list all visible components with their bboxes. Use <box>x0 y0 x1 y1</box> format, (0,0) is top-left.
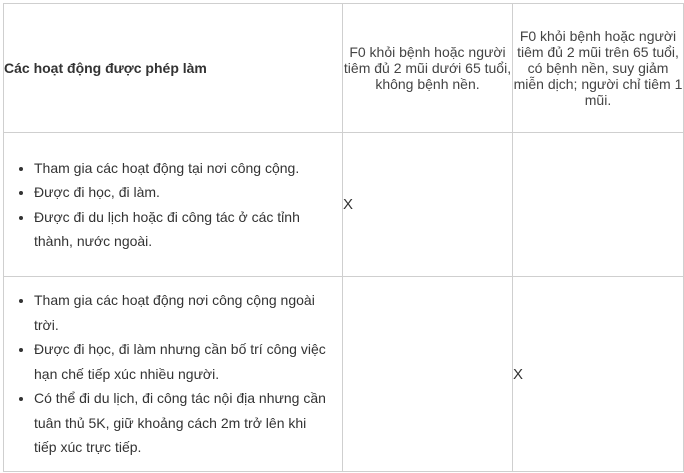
permitted-activities-table <box>3 3 684 472</box>
list-item: • Được đi du lịch hoặc đi công tác ở các tỉnh thành, nước ngoài. <box>34 205 328 254</box>
list-item: • Có thể đi du lịch, đi công tác nội địa nhưng cần tuân thủ 5K, giữ khoảng cách 2m trở lên khi tiếp xúc trực tiếp. <box>34 386 328 460</box>
group2-mark: X <box>513 277 684 472</box>
group2-mark <box>513 133 684 277</box>
activities-cell <box>4 133 343 277</box>
activities-cell <box>4 277 343 472</box>
activity-list <box>4 156 342 254</box>
list-item: • Được đi học, đi làm nhưng cần bố trí công việc hạn chế tiếp xúc nhiều người. <box>34 337 328 386</box>
header-activities: Các hoạt động được phép làm <box>4 4 343 133</box>
group1-mark <box>343 277 513 472</box>
list-item: • Tham gia các hoạt động tại nơi công cộng. <box>34 156 328 181</box>
list-item: • Được đi học, đi làm. <box>34 180 328 205</box>
header-group2: F0 khỏi bệnh hoặc người tiêm đủ 2 mũi trên 65 tuổi, có bệnh nền, suy giảm miễn dịch; người chỉ tiêm 1 mũi. <box>513 4 684 133</box>
header-group1: F0 khỏi bệnh hoặc người tiêm đủ 2 mũi dưới 65 tuổi, không bệnh nền. <box>343 4 513 133</box>
activity-list <box>4 288 342 460</box>
list-item: • Tham gia các hoạt động nơi công cộng ngoài trời. <box>34 288 328 337</box>
table-row <box>4 133 684 277</box>
table-header-row <box>4 4 684 133</box>
table-row <box>4 277 684 472</box>
group1-mark: X <box>343 133 513 277</box>
